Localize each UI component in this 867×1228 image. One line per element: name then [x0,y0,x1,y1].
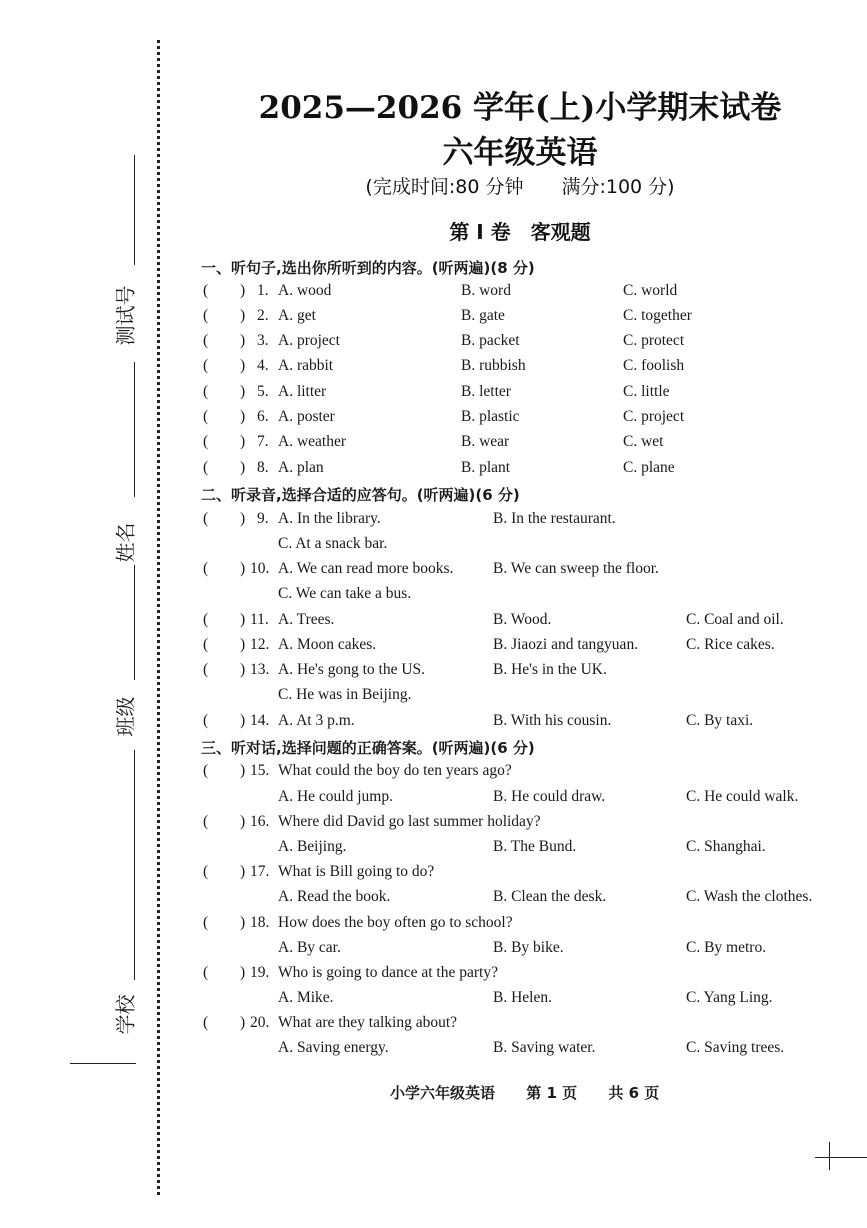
exam-info: (完成时间:80 分钟 满分:100 分) [365,176,675,198]
name-label: 姓名 [113,522,138,562]
volume-title: 第 I 卷 客观题 [449,220,591,244]
exam-number-label: 测试号 [113,285,138,345]
section-2-heading: 二、听录音,选择合适的应答句。(听两遍)(6 分) [201,486,520,504]
section-1-heading: 一、听句子,选出你所听到的内容。(听两遍)(8 分) [201,259,535,277]
school-label: 学校 [113,994,138,1034]
class-line [134,750,135,980]
name-line [134,565,135,680]
margin-bottom-line [70,1063,136,1064]
options-line: A. Beijing. B. The Bund. C. Shanghai. [278,838,766,855]
crop-mark-horizontal [815,1157,867,1158]
name-line-upper [134,362,135,497]
exam-title: 2025—2026 学年(上)小学期末试卷 [258,90,782,126]
footer-page: 第 1 页 [526,1084,578,1102]
footer-total: 共 6 页 [608,1084,660,1102]
footer-subject: 小学六年级英语 [390,1084,496,1102]
binding-dotted-line [157,40,160,1195]
crop-mark-vertical [829,1142,830,1170]
options-line: A. Saving energy. B. Saving water. C. Saving trees. [278,1039,785,1056]
section-3-heading: 三、听对话,选择问题的正确答案。(听两遍)(6 分) [201,739,535,757]
page-footer [390,1082,685,1103]
class-label: 班级 [113,696,138,736]
exam-subtitle: 六年级英语 [442,135,598,171]
exam-number-line [134,155,135,265]
options-line: A. By car. B. By bike. C. By metro. [278,939,767,956]
options-line: A. Mike. B. Helen. C. Yang Ling. [278,989,773,1006]
options-line: A. He could jump. B. He could draw. C. He could walk. [278,788,799,805]
options-line: A. Read the book. B. Clean the desk. C. Wash the clothes. [278,888,813,905]
